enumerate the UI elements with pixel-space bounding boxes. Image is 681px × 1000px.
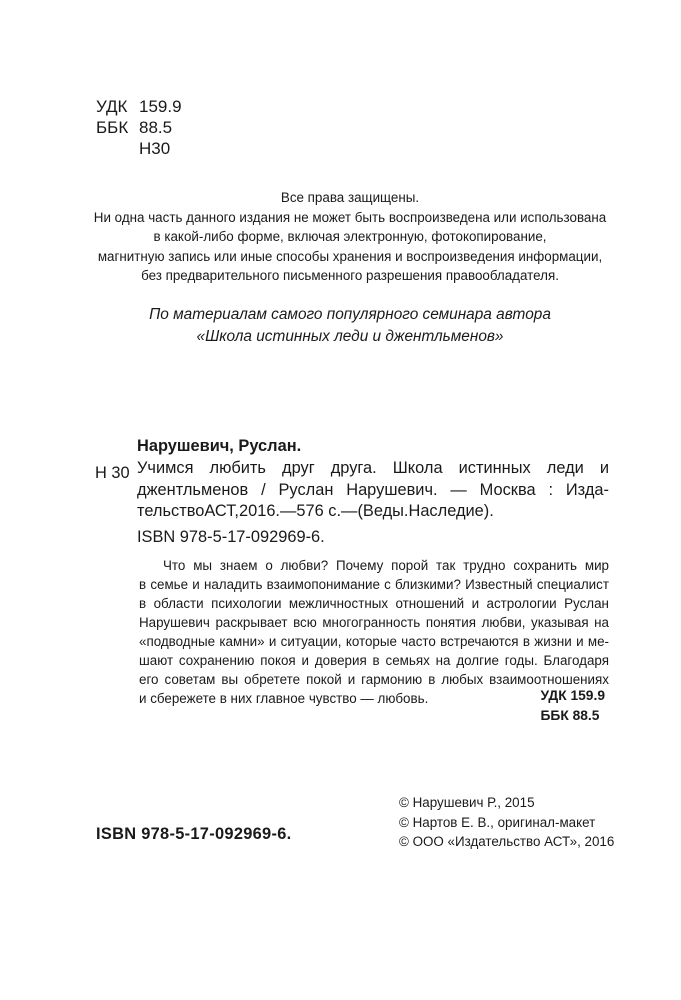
- annotation-word: шают: [139, 653, 174, 668]
- annotation-line: [139, 651, 609, 670]
- isbn-line: ISBN 978-5-17-092969-6.: [137, 528, 325, 546]
- rights-line: Все права защищены.: [280, 190, 420, 205]
- annotation-word: раскрывает: [215, 615, 288, 630]
- udk-label: УДК: [96, 97, 128, 116]
- annotation-word: наладить: [203, 577, 263, 592]
- annotation-line: [139, 689, 609, 708]
- annotation-word: всю: [293, 615, 317, 630]
- rights-notice: [80, 188, 620, 286]
- annotation-word: ме-: [587, 634, 609, 649]
- seminar-line: «Школа истинных леди и джентльменов»: [196, 328, 504, 345]
- biblio-line: [137, 458, 609, 480]
- annotation-word: и: [301, 653, 309, 668]
- copyright-line: © Нарушевич Р., 2015: [399, 795, 535, 810]
- udk-bottom: УДК 159.9: [540, 688, 605, 703]
- annotation: [139, 556, 609, 708]
- annotation-word: вы: [221, 672, 239, 687]
- biblio-word: АСТ,: [204, 502, 239, 520]
- annotation-word: Руслан: [564, 596, 609, 611]
- annotation-word: которые: [345, 634, 397, 649]
- annotation-word: доверия: [314, 653, 367, 668]
- rights-line: Ни одна часть данного издания не может быть воспроизведена или использована: [93, 209, 607, 225]
- annotation-word: на: [435, 653, 451, 668]
- annotation-word: гармонию: [361, 672, 423, 687]
- annotation-word: о: [265, 558, 273, 573]
- biblio-word: леди: [546, 459, 584, 477]
- annotation-word: и сбережете в них главное чувство — любовь.: [139, 691, 429, 706]
- udk-value: 159.9: [139, 97, 182, 116]
- annotation-word: Что: [163, 558, 186, 573]
- annotation-word: и: [471, 596, 480, 611]
- biblio-word: 576 с.: [296, 502, 342, 520]
- rights-line: без предварительного письменного разрешения правообладателя.: [141, 268, 559, 283]
- annotation-word: порой: [391, 558, 429, 573]
- annotation-word: долгие: [456, 653, 499, 668]
- annotation-word: Нарушевич: [139, 615, 210, 630]
- bbk-row: [96, 117, 182, 138]
- classification-top: [96, 96, 182, 159]
- annotation-word: мы: [193, 558, 213, 573]
- annotation-word: и: [576, 634, 584, 649]
- annotation-line: [139, 594, 609, 613]
- annotation-word: его: [139, 672, 159, 687]
- annotation-word: трудно: [463, 558, 506, 573]
- annotation-word: и: [268, 634, 277, 649]
- annotation-word: любых: [441, 672, 484, 687]
- annotation-word: психологии: [211, 596, 282, 611]
- biblio-word: друг: [282, 459, 315, 477]
- biblio-word: :: [548, 480, 554, 499]
- annotation-word: Известный: [465, 577, 533, 592]
- biblio-word: (Веды.: [357, 502, 409, 520]
- annotation-word: Почему: [336, 558, 384, 573]
- annotation-word: «подводные: [139, 634, 216, 649]
- author-sign: Н30: [139, 139, 171, 158]
- biblio-word: Руслан: [278, 480, 334, 499]
- annotation-word: Благодаря: [543, 653, 609, 668]
- annotation-word: области: [153, 596, 204, 611]
- bbk-label: ББК: [96, 118, 129, 137]
- copyright-line: © ООО «Издательство АСТ», 2016: [399, 834, 615, 849]
- biblio-word: —: [280, 502, 297, 520]
- biblio-word: Москва: [479, 480, 536, 499]
- biblio-word: —: [450, 480, 467, 499]
- biblio-word: Школа: [392, 459, 443, 477]
- annotation-word: указывая: [531, 615, 589, 630]
- classification-bottom: [541, 686, 606, 725]
- annotation-word: ситуации,: [280, 634, 342, 649]
- biblio-word: /: [261, 480, 266, 499]
- annotation-word: сохранить: [513, 558, 578, 573]
- isbn-bottom: ISBN 978-5-17-092969-6.: [96, 825, 292, 843]
- annotation-word: любви?: [280, 558, 329, 573]
- bibliographic-description: [137, 458, 609, 523]
- annotation-word: в: [139, 577, 147, 592]
- biblio-word: 2016.: [238, 502, 280, 520]
- annotation-word: любви,: [481, 615, 526, 630]
- annotation-line: [139, 670, 609, 689]
- annotation-word: камни»: [219, 634, 265, 649]
- biblio-word: друга.: [330, 459, 377, 477]
- annotation-word: в: [139, 596, 147, 611]
- annotation-word: сохранению: [178, 653, 255, 668]
- annotation-word: годы.: [504, 653, 538, 668]
- bbk-value: 88.5: [139, 118, 173, 137]
- annotation-word: на: [594, 615, 609, 630]
- author-heading: Нарушевич, Руслан.: [137, 437, 302, 455]
- annotation-word: покоя: [260, 653, 296, 668]
- annotation-word: понятия: [425, 615, 477, 630]
- biblio-word: Нарушевич.: [346, 480, 438, 499]
- biblio-word: любить: [209, 459, 266, 477]
- annotation-word: в: [522, 634, 530, 649]
- annotation-word: покой: [306, 672, 342, 687]
- annotation-word: межличностных: [288, 596, 389, 611]
- annotation-word: в: [372, 653, 380, 668]
- copyright-line: © Нартов Е. В., оригинал-макет: [399, 814, 596, 830]
- annotation-word: многогранность: [322, 615, 421, 630]
- biblio-word: Учимся: [137, 459, 194, 477]
- annotation-word: часто: [401, 634, 436, 649]
- annotation-word: отношений: [395, 596, 465, 611]
- annotation-word: встречаются: [440, 634, 519, 649]
- annotation-word: взаимопонимание: [266, 577, 380, 592]
- author-sign-code: Н 30: [95, 464, 130, 482]
- annotation-word: в: [428, 672, 436, 687]
- author-sign-row: [96, 138, 182, 159]
- annotation-word: жизни: [534, 634, 572, 649]
- annotation-word: с: [384, 577, 391, 592]
- annotation-line: [139, 575, 609, 594]
- annotation-word: знаем: [219, 558, 258, 573]
- biblio-word: Изда-: [565, 480, 609, 499]
- biblio-line: [137, 480, 609, 502]
- annotation-line: [139, 556, 609, 575]
- biblio-word: истинных: [458, 459, 531, 477]
- annotation-word: мир: [584, 558, 609, 573]
- annotation-word: так: [436, 558, 456, 573]
- biblio-line: [137, 501, 609, 523]
- biblio-word: тельство: [137, 502, 205, 520]
- annotation-word: близкими?: [394, 577, 461, 592]
- udk-row: [96, 96, 182, 117]
- copyrights: [399, 793, 614, 852]
- biblio-word: —: [341, 502, 358, 520]
- annotation-word: и: [192, 577, 200, 592]
- biblio-word: Наследие).: [408, 502, 494, 520]
- annotation-word: астрологии: [486, 596, 557, 611]
- rights-line: магнитную запись или иные способы хранения и воспроизведения информации,: [97, 248, 603, 264]
- annotation-word: взаимоотношениях: [489, 672, 609, 687]
- annotation-line: [139, 613, 609, 632]
- biblio-word: джентльменов: [137, 480, 249, 499]
- bbk-bottom: ББК 88.5: [540, 707, 600, 723]
- annotation-word: советам: [164, 672, 216, 687]
- annotation-word: обретете: [244, 672, 301, 687]
- biblio-word: и: [599, 459, 609, 477]
- annotation-word: семье: [150, 577, 189, 592]
- seminar-line: По материалам самого популярного семинара автора: [149, 306, 551, 323]
- annotation-word: специалист: [536, 577, 609, 592]
- annotation-word: семьях: [385, 653, 430, 668]
- rights-line: в какой-либо форме, включая электронную, фотокопирование,: [153, 229, 547, 244]
- seminar-note: [80, 304, 620, 348]
- annotation-word: и: [347, 672, 356, 687]
- annotation-line: [139, 632, 609, 651]
